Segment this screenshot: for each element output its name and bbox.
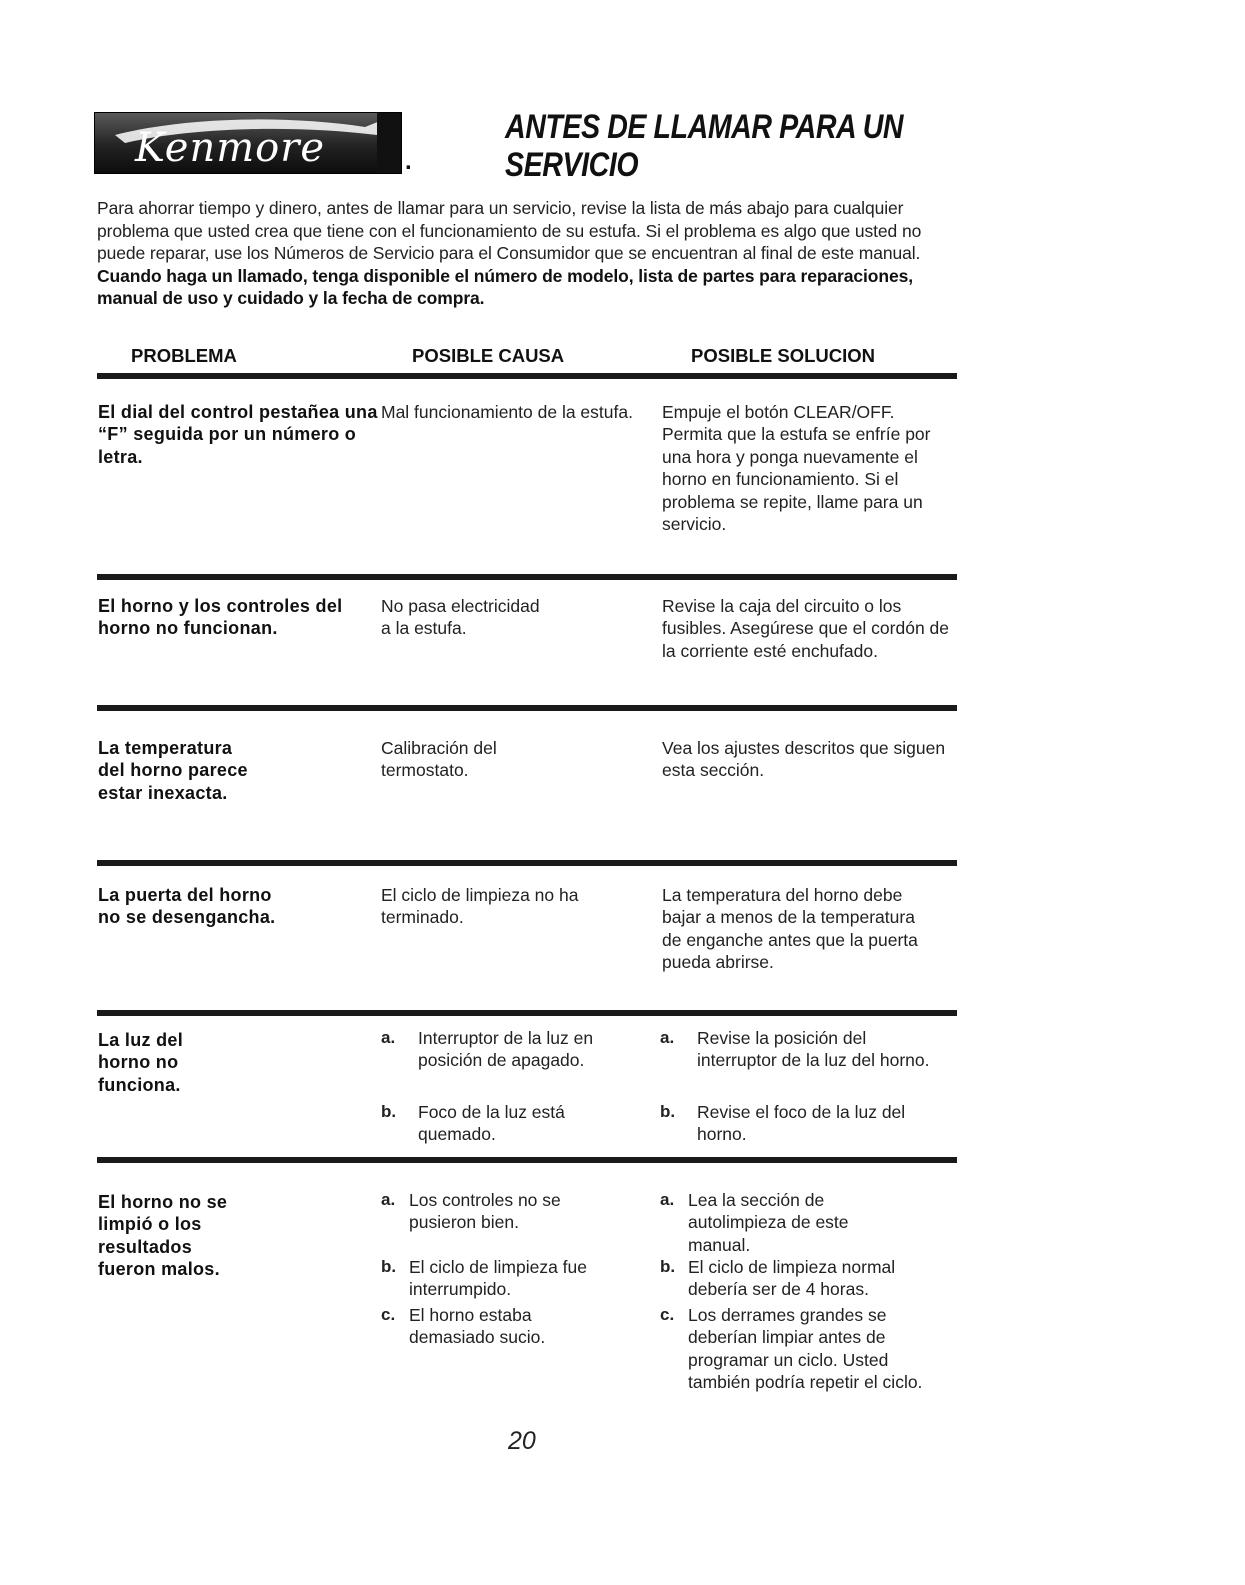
- row-5-cause-a: [381, 1027, 641, 1097]
- row-6-cause-a-text: Los controles no se pusieron bien.: [409, 1190, 561, 1233]
- row-6-solution-b-text: El ciclo de limpieza normal debería ser de 4 horas.: [688, 1257, 896, 1300]
- list-marker: b.: [381, 1257, 397, 1276]
- row-5-cause-b: [381, 1101, 641, 1147]
- logo-trademark-dot: .: [405, 148, 412, 175]
- list-marker: a.: [381, 1190, 396, 1209]
- intro-bold-text: Cuando haga un llamado, tenga disponible el número de modelo, lista de partes para reparaciones, manual de uso y cuidado y la fecha de compra.: [97, 265, 914, 309]
- list-marker: b.: [660, 1257, 676, 1276]
- list-marker: a.: [381, 1028, 396, 1047]
- header-problem: PROBLEMA: [131, 345, 237, 366]
- row-3-problem: La temperatura del horno parece estar inexacta.: [98, 738, 248, 803]
- row-6-solution-a: [660, 1189, 952, 1259]
- row-6-solution-a-text: Lea la sección de autolimpieza de este manual.: [688, 1190, 849, 1255]
- row-2-cause: No pasa electricidad a la estufa.: [381, 596, 540, 639]
- row-6-cause-b-text: El ciclo de limpieza fue interrumpido.: [409, 1257, 587, 1300]
- row-4-problem: La puerta del horno no se desengancha.: [98, 885, 276, 928]
- row-5-cause-b-text: Foco de la luz está quemado.: [418, 1102, 565, 1145]
- list-marker: c.: [660, 1305, 675, 1324]
- list-marker: a.: [660, 1028, 675, 1047]
- row-divider: [97, 574, 957, 580]
- kenmore-logo: [94, 112, 402, 174]
- header-solution: POSIBLE SOLUCION: [691, 345, 875, 366]
- row-4-cause: El ciclo de limpieza no ha terminado.: [381, 885, 579, 928]
- row-1-problem: El dial del control pestañea una “F” seguida por un número o letra.: [98, 402, 378, 467]
- header-divider: [97, 373, 957, 379]
- list-marker: a.: [660, 1190, 675, 1209]
- row-1-solution: Empuje el botón CLEAR/OFF. Permita que la estufa se enfríe por una hora y ponga nuevamente el horno en funcionamiento. Si el problema se repite, llame para un servicio.: [662, 402, 931, 535]
- list-marker: b.: [660, 1102, 676, 1121]
- row-5-problem: La luz del horno no funciona.: [98, 1030, 184, 1095]
- row-5-solution-a-text: Revise la posición del interruptor de la luz del horno.: [697, 1028, 930, 1071]
- row-divider: [97, 1010, 957, 1016]
- row-2-problem: El horno y los controles del horno no funcionan.: [98, 596, 343, 639]
- row-5-solution-b: [660, 1101, 952, 1147]
- row-divider: [97, 705, 957, 711]
- row-6-cause-c-text: El horno estaba demasiado sucio.: [409, 1305, 546, 1348]
- row-1-cause: Mal funcionamiento de la estufa.: [381, 402, 633, 422]
- row-divider: [97, 860, 957, 866]
- row-4-solution: La temperatura del horno debe bajar a menos de la temperatura de enganche antes que la puerta pueda abrirse.: [662, 885, 918, 973]
- page-number: 20: [508, 1427, 536, 1455]
- intro-text: Para ahorrar tiempo y dinero, antes de llamar para un servicio, revise la lista de más abajo para cualquier problema que usted crea que tiene con el funcionamiento de su estufa. Si el problema es algo que usted no puede reparar, use los Números de Servicio para el Consumidor que se encuentran al final de este manual.: [97, 198, 922, 264]
- intro-paragraph: [97, 197, 957, 310]
- row-6-cause-b: [381, 1256, 641, 1302]
- list-marker: c.: [381, 1305, 396, 1324]
- row-6-solution-c-text: Los derrames grandes se deberían limpiar antes de programar un ciclo. Usted también podría repetir el ciclo.: [688, 1305, 923, 1393]
- row-3-cause: Calibración del termostato.: [381, 738, 497, 781]
- page-title: ANTES DE LLAMAR PARA UN SERVICIO: [505, 108, 904, 184]
- row-divider: [97, 1157, 957, 1163]
- row-6-solution-b: [660, 1256, 952, 1302]
- logo-wordmark: Kenmore: [135, 125, 326, 171]
- row-3-solution: Vea los ajustes descritos que siguen esta sección.: [662, 738, 946, 781]
- row-6-cause-a: [381, 1189, 641, 1235]
- row-2-solution: Revise la caja del circuito o los fusibles. Asegúrese que el cordón de la corriente esté enchufado.: [662, 596, 949, 661]
- row-6-problem: El horno no se limpió o los resultados fueron malos.: [98, 1192, 228, 1280]
- row-6-solution-c: [660, 1304, 952, 1424]
- row-5-solution-a: [660, 1027, 952, 1097]
- row-5-cause-a-text: Interruptor de la luz en posición de apagado.: [418, 1028, 594, 1071]
- list-marker: b.: [381, 1102, 397, 1121]
- row-5-solution-b-text: Revise el foco de la luz del horno.: [697, 1102, 906, 1145]
- header-cause: POSIBLE CAUSA: [412, 345, 565, 366]
- row-6-cause-c: [381, 1304, 641, 1350]
